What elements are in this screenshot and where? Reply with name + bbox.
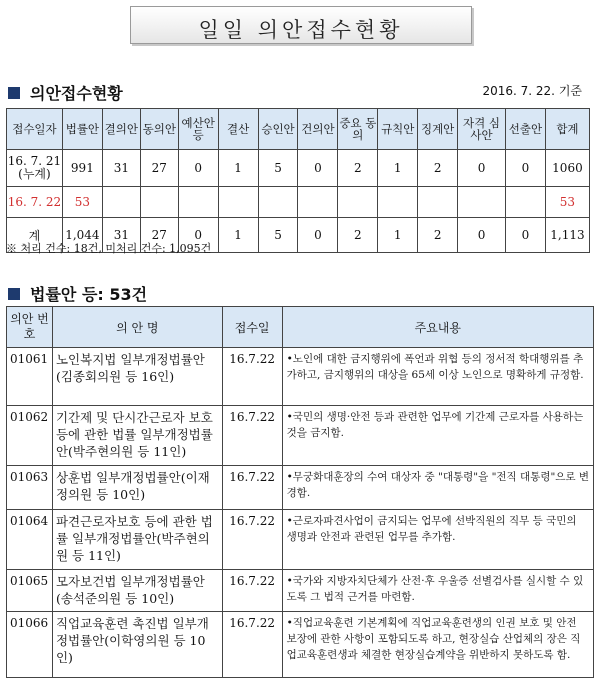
- bill-content: •근로자파견사업이 금지되는 업무에 선박직원의 직무 등 국민의 생명과 안전과 관련된 업무를 추가함.: [282, 510, 593, 570]
- table-row: [7, 466, 594, 510]
- bill-number: 01065: [7, 570, 53, 612]
- date-cell: 계: [7, 218, 63, 253]
- section1-heading: [8, 81, 123, 104]
- bill-content: •국가와 지방자치단체가 산전·후 우울증 선별검사를 실시할 수 있도록 그 법적 근거를 마련함.: [282, 570, 593, 612]
- value-cell: 0: [298, 150, 338, 187]
- value-cell: 2: [338, 218, 378, 253]
- header-cell: 중요 동의: [338, 109, 378, 150]
- bills-table: [6, 306, 594, 678]
- section1-title: 의안접수현황: [30, 84, 123, 103]
- bill-name: 상훈법 일부개정법률안(이재정의원 등 10인): [52, 466, 222, 510]
- value-cell: [218, 187, 258, 218]
- bill-content: •국민의 생명·안전 등과 관련한 업무에 기간제 근로자를 사용하는 것을 금지함.: [282, 406, 593, 466]
- value-cell: 1: [378, 150, 418, 187]
- header-cell: 승인안: [258, 109, 298, 150]
- header-cell: 의안 번호: [7, 307, 53, 348]
- section2-heading: [8, 282, 147, 305]
- table-row: [7, 348, 594, 406]
- value-cell: [378, 187, 418, 218]
- value-cell: 2: [418, 218, 458, 253]
- value-cell: 5: [258, 150, 298, 187]
- value-cell: 1: [218, 218, 258, 253]
- bill-name: 노인복지법 일부개정법률안(김종회의원 등 16인): [52, 348, 222, 406]
- value-cell: 53: [545, 187, 589, 218]
- value-cell: 27: [140, 150, 178, 187]
- header-cell: 자격 심사안: [458, 109, 506, 150]
- date-cell: 16. 7. 22: [7, 187, 63, 218]
- value-cell: 5: [258, 218, 298, 253]
- bill-number: 01066: [7, 612, 53, 678]
- value-cell: 991: [62, 150, 102, 187]
- header-cell: 건의안: [298, 109, 338, 150]
- header-cell: 결의안: [102, 109, 140, 150]
- bill-date: 16.7.22: [222, 348, 282, 406]
- value-cell: 31: [102, 218, 140, 253]
- summary-header-row: [7, 109, 590, 150]
- header-cell: 동의안: [140, 109, 178, 150]
- value-cell: [178, 187, 218, 218]
- header-cell: 접수일자: [7, 109, 63, 150]
- value-cell: [140, 187, 178, 218]
- bill-date: 16.7.22: [222, 612, 282, 678]
- bill-name: 파견근로자보호 등에 관한 법률 일부개정법률안(박주현의원 등 11인): [52, 510, 222, 570]
- value-cell: 31: [102, 150, 140, 187]
- bills-header-row: [7, 307, 594, 348]
- section2-title: 법률안 등: 53건: [30, 285, 148, 304]
- bill-content: •직업교육훈련 기본계획에 직업교육훈련생의 인권 보호 및 안전 보장에 관한 사항이 포함되도록 하고, 현장실습 산업체의 장은 직업교육훈련생과 체결한 현장실습계약을 위반하지 못하도록 함.: [282, 612, 593, 678]
- table-row: [7, 406, 594, 466]
- header-cell: 예산안 등: [178, 109, 218, 150]
- value-cell: 2: [418, 150, 458, 187]
- value-cell: [505, 187, 545, 218]
- value-cell: 0: [178, 150, 218, 187]
- value-cell: 1060: [545, 150, 589, 187]
- value-cell: 1,113: [545, 218, 589, 253]
- value-cell: [338, 187, 378, 218]
- value-cell: 1: [378, 218, 418, 253]
- header-cell: 의 안 명: [52, 307, 222, 348]
- value-cell: [298, 187, 338, 218]
- bill-name: 기간제 및 단시간근로자 보호 등에 관한 법률 일부개정법률안(박주현의원 등 11인): [52, 406, 222, 466]
- value-cell: 0: [458, 218, 506, 253]
- page-title: 일일 의안접수현황: [198, 18, 404, 42]
- value-cell: [418, 187, 458, 218]
- bill-number: 01061: [7, 348, 53, 406]
- bill-date: 16.7.22: [222, 466, 282, 510]
- value-cell: 0: [505, 150, 545, 187]
- bill-number: 01064: [7, 510, 53, 570]
- section-marker-icon: [8, 87, 20, 99]
- bill-content: •노인에 대한 금지행위에 폭언과 위협 등의 정서적 학대행위를 추가하고, 금지행위의 대상을 65세 이상 노인으로 명확하게 규정함.: [282, 348, 593, 406]
- table-row: [7, 510, 594, 570]
- header-cell: 법률안: [62, 109, 102, 150]
- value-cell: [258, 187, 298, 218]
- value-cell: 2: [338, 150, 378, 187]
- value-cell: 0: [458, 150, 506, 187]
- header-cell: 합계: [545, 109, 589, 150]
- processing-note: ※ 처리 건수: 18건, 미처리 건수: 1,095건: [6, 242, 212, 255]
- bill-number: 01063: [7, 466, 53, 510]
- table-row: [7, 612, 594, 678]
- header-cell: 결산: [218, 109, 258, 150]
- bill-date: 16.7.22: [222, 510, 282, 570]
- header-cell: 규칙안: [378, 109, 418, 150]
- header-cell: 선출안: [505, 109, 545, 150]
- section-marker-icon: [8, 288, 20, 300]
- reference-date: 2016. 7. 22. 기준: [482, 84, 582, 98]
- value-cell: [102, 187, 140, 218]
- header-cell: 징계안: [418, 109, 458, 150]
- header-cell: 주요내용: [282, 307, 593, 348]
- value-cell: 0: [178, 218, 218, 253]
- bill-date: 16.7.22: [222, 570, 282, 612]
- bill-content: •무궁화대훈장의 수여 대상자 중 "대통령"을 "전직 대통령"으로 변경함.: [282, 466, 593, 510]
- value-cell: 0: [505, 218, 545, 253]
- title-box: [130, 6, 472, 44]
- summary-row-cumulative: [7, 150, 590, 187]
- bill-name: 직업교육훈련 촉진법 일부개정법률안(이학영의원 등 10인): [52, 612, 222, 678]
- value-cell: 27: [140, 218, 178, 253]
- table-row: [7, 570, 594, 612]
- summary-row-today: [7, 187, 590, 218]
- value-cell: 1: [218, 150, 258, 187]
- bill-name: 모자보건법 일부개정법률안(송석준의원 등 10인): [52, 570, 222, 612]
- value-cell: 53: [62, 187, 102, 218]
- header-cell: 접수일: [222, 307, 282, 348]
- value-cell: 1,044: [62, 218, 102, 253]
- value-cell: [458, 187, 506, 218]
- summary-table: [6, 108, 590, 253]
- value-cell: 0: [298, 218, 338, 253]
- bill-number: 01062: [7, 406, 53, 466]
- bill-date: 16.7.22: [222, 406, 282, 466]
- date-cell: 16. 7. 21 (누계): [7, 150, 63, 187]
